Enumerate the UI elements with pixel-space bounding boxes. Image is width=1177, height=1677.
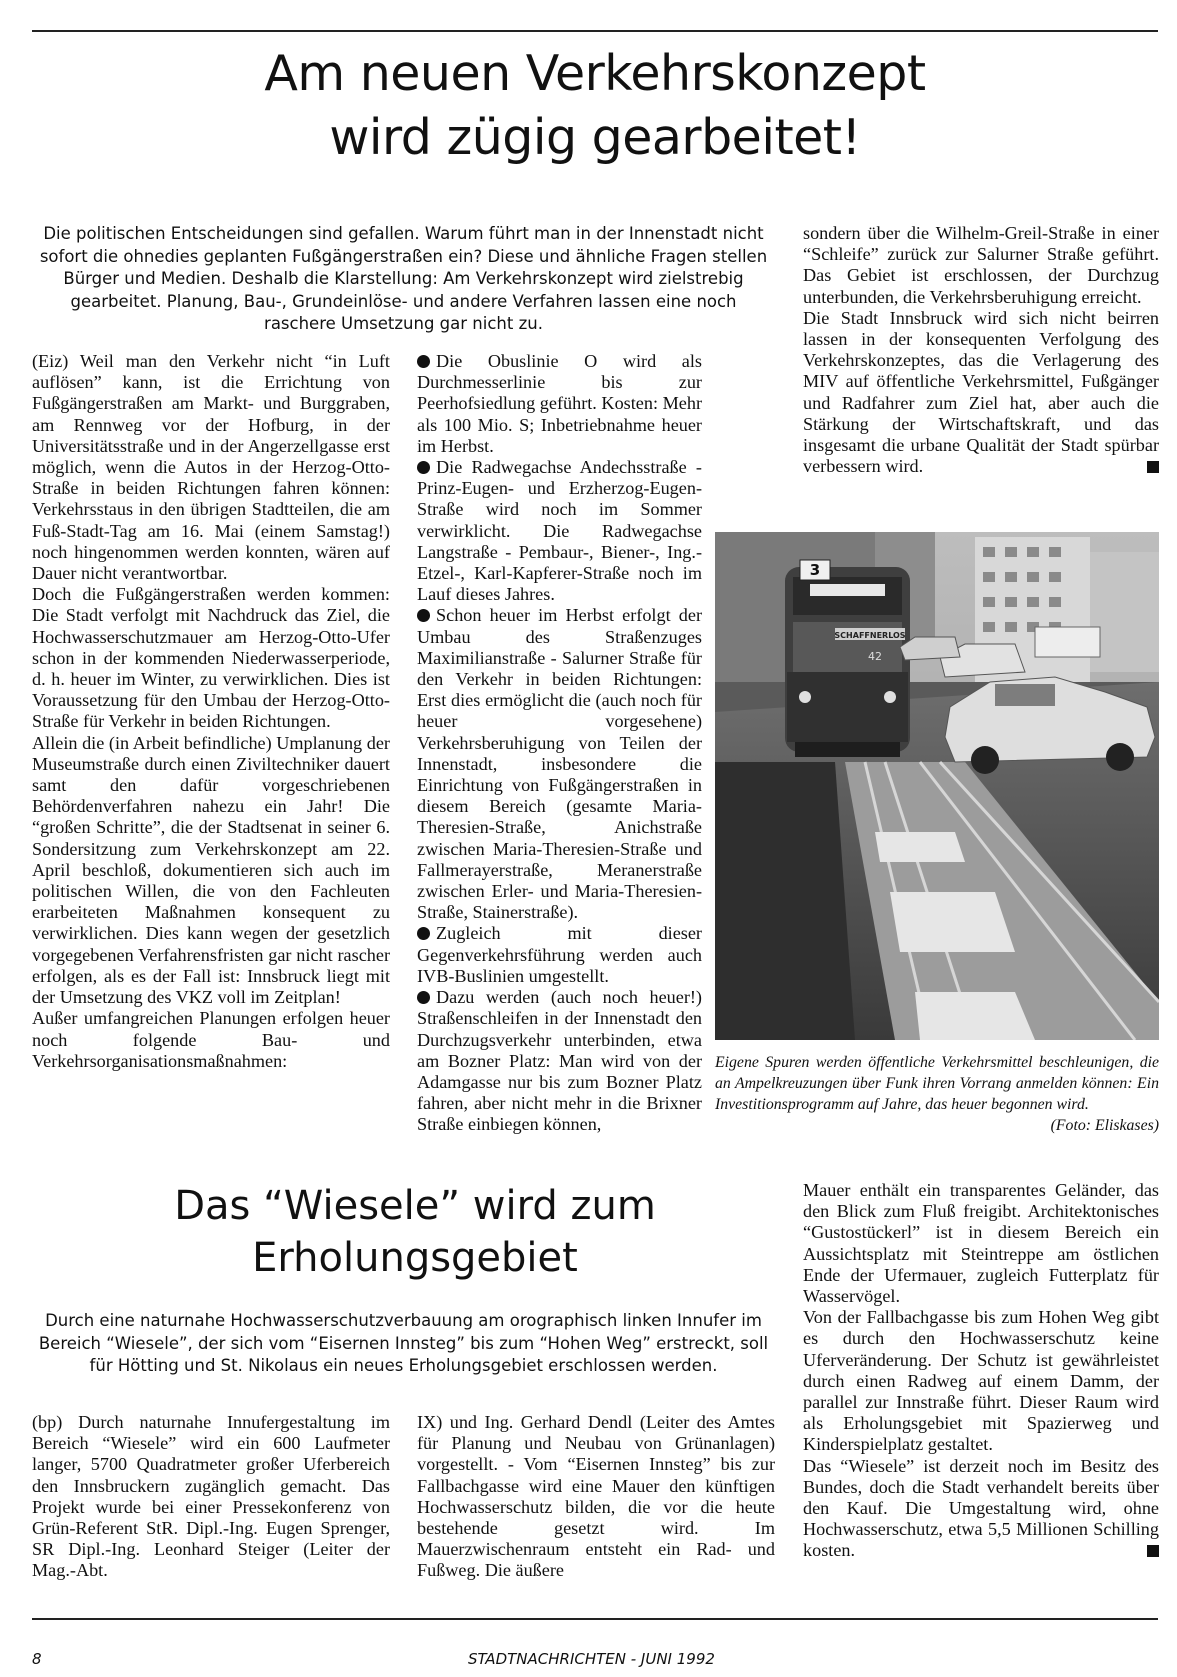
tram-photo-graphic bbox=[715, 532, 1159, 1040]
tram-photo bbox=[715, 532, 1159, 1040]
bullet-item bbox=[417, 605, 702, 923]
second-article-column-2 bbox=[417, 1412, 775, 1582]
bullet-text: Die Radwegachse Andechsstraße - Prinz-Eugen- und Erzherzog-Eugen-Straße wird noch im Sommer verwirklicht. Die Radwegachse Langstraße - Pembaur-, Biener-, Ing.-Etzel-, Karl-Kapferer-Straße noch im Lauf dieses Jahres. bbox=[417, 457, 702, 605]
article-column-1 bbox=[32, 351, 390, 1072]
paragraph bbox=[803, 1456, 1159, 1562]
second-article-column-3 bbox=[803, 1180, 1159, 1562]
bullet-text: Dazu werden (auch noch heuer!) Straßenschleifen in der Innenstadt den Durchzugsverkehr unterbinden, etwa am Bozner Platz: Man wird von der Adamgasse nur bis zum Bozner Platz fahren, aber nicht mehr in die Brixner Straße einbiegen können, bbox=[417, 987, 702, 1135]
paragraph: Allein die (in Arbeit befindliche) Umplanung der Museumstraße durch einen Ziviltechniker dauert samt den dafür vorgeschriebenen Behördenverfahren nahezu ein Jahr! Die “großen Schritte”, die der Stadtsenat in seiner 6. Sondersitzung zum Verkehrskonzept am 22. April beschloß, dokumentieren sich auch im politischen Willen, die von den Fachleuten erarbeiteten Maßnahmen konsequent zu verwirklichen. Dies kann wegen der gesetzlich vorgegebenen Verfahrensfristen gar nicht rascher erfolgen, als es der Fall ist: Innsbruck liegt mit der Umsetzung des VKZ voll im Zeitplan! bbox=[32, 732, 390, 1008]
paragraph: Von der Fallbachgasse bis zum Hohen Weg gibt es durch den Hochwasserschutz keine Uferveränderung. Der Schutz ist gewährleistet durch einen Radweg auf einem Damm, der parallel zur Innstraße führt. Dieser Raum wird als Erholungsgebiet mit Spazierweg und Kinderspielplatz gestaltet. bbox=[803, 1307, 1159, 1455]
tram bbox=[785, 560, 910, 757]
second-article-title-line-2: Erholungsgebiet bbox=[252, 1235, 578, 1281]
article-title bbox=[32, 42, 1158, 170]
paragraph bbox=[803, 308, 1159, 478]
bullet-item bbox=[417, 457, 702, 605]
article-lead: Die politischen Entscheidungen sind gefallen. Warum führt man in der Innenstadt nicht sofort die ohnedies geplanten Fußgängerstraßen ein? Diese und ähnliche Fragen stellen Bürger und Medien. Deshalb die Klarstellung: Am Verkehrskonzept wird zielstrebig gearbeitet. Planung, Bau-, Grundeinlöse- und andere Verfahren lassen eine noch raschere Umsetzung gar nicht zu. bbox=[39, 224, 768, 333]
paragraph: Mauer enthält ein transparentes Geländer, das den Blick zum Fluß freigibt. Architektonisches “Gustostückerl” ist in diesem Bereich ein Aussichtsplatz mit Steintreppe am östlichen Ende der Ufermauer, zugleich Futterplatz für Wasservögel. bbox=[803, 1180, 1159, 1307]
article-title-line-1: Am neuen Verkehrskonzept bbox=[264, 45, 926, 102]
bullet-item bbox=[417, 351, 702, 457]
second-article-column-1 bbox=[32, 1412, 390, 1582]
second-article-title-line-1: Das “Wiesele” wird zum bbox=[174, 1183, 656, 1229]
photo-credit: (Foto: Eliskases) bbox=[1050, 1117, 1159, 1134]
paragraph-text: Die Stadt Innsbruck wird sich nicht beirren lassen in der konsequenten Verfolgung des Verkehrskonzeptes, das die Verlagerung des MIV auf öffentliche Verkehrsmittel, Fußgänger und Radfahrer zum Ziel hat, aber auch die Stärkung der Wirtschaftskraft, und das insgesamt die urbane Qualität der Stadt spürbar verbessern wird. bbox=[803, 307, 1159, 477]
bullet-item bbox=[417, 923, 702, 987]
bullet-item bbox=[417, 987, 702, 1135]
paragraph: Doch die Fußgängerstraßen werden kommen: Die Stadt verfolgt mit Nachdruck das Ziel, die Hochwasserschutzmauer am Herzog-Otto-Ufer schon in der kommenden Niederwasserperiode, d. h. heuer im Winter, zu verwirklichen. Dies ist Voraussetzung für den Umbau der Herzog-Otto-Straße für Verkehr in beiden Richtungen. bbox=[32, 584, 390, 732]
top-rule bbox=[32, 30, 1158, 32]
paragraph: Außer umfangreichen Planungen erfolgen heuer noch folgende Bau- und Verkehrsorganisationsmaßnahmen: bbox=[32, 1008, 390, 1071]
paragraph: (Eiz) Weil man den Verkehr nicht “in Luft auflösen” kann, ist die Errichtung von Fußgängerstraßen am Markt- und Burggraben, am Rennweg vor der Hofburg, in der Universitätsstraße und in der Angerzellgasse erst möglich, wenn die Autos in der Herzog-Otto-Straße in beiden Richtungen fahren können: Verkehrsstaus in den übrigen Stadtteilen, die am Fuß-Stadt-Tag am 16. Mai (einem Samstag!) noch hingenommen werden konnten, wären auf Dauer nicht verantwortbar. bbox=[32, 351, 390, 584]
bullet-text: Die Obuslinie O wird als Durchmesserlinie bis zur Peerhofsiedlung geführt. Kosten: Mehr als 100 Mio. S; Inbetriebnahme heuer im Herbst. bbox=[417, 351, 702, 456]
end-mark-icon bbox=[1147, 461, 1159, 473]
tram-route-number: 3 bbox=[809, 561, 821, 579]
paragraph: IX) und Ing. Gerhard Dendl (Leiter des Amtes für Planung und Neubau von Grünanlagen) vorgestellt. - Vom “Eisernen Innsteg” bis zur Fallbachgasse wird eine Mauer den künftigen Hochwasserschutz bilden, die vor die heute bestehende gesetzt wird. Im Mauerzwischenraum entsteht ein Rad- und Fußweg. Die äußere bbox=[417, 1412, 775, 1581]
bullet-text: Zugleich mit dieser Gegenverkehrsführung werden auch IVB-Buslinien umgestellt. bbox=[417, 923, 702, 986]
paragraph: (bp) Durch naturnahe Innufergestaltung im Bereich “Wiesele” wird ein 600 Laufmeter langer, 5700 Quadratmeter großer Uferbereich den Innsbruckern zugänglich gemacht. Das Projekt wurde bei einer Pressekonferenz von Grün-Referent StR. Dipl.-Ing. Eugen Sprenger, SR Dipl.-Ing. Leonhard Steiger (Leiter der Mag.-Abt. bbox=[32, 1412, 390, 1581]
second-article-title bbox=[120, 1180, 710, 1284]
bullet-text: Schon heuer im Herbst erfolgt der Umbau des Straßenzuges Maximilianstraße - Salurner Straße für den Verkehr in beiden Richtungen: Erst dies ermöglicht die (auch noch für heuer vorgesehene) Verkehrsberuhigung von Teilen der Innenstadt, insbesondere die Einrichtung von Fußgängerstraßen in diesem Bereich (gesamte Maria-Theresien-Straße, Anichstraße zwischen Maria-Theresien-Straße und Fallmerayerstraße, Meranerstraße zwischen Erler- und Maria-Theresien-Straße, Stainerstraße). bbox=[417, 605, 702, 923]
footer-rule bbox=[32, 1618, 1158, 1620]
page-number: 8 bbox=[32, 1650, 42, 1668]
article-column-3 bbox=[803, 223, 1159, 477]
tram-fleet-number: 42 bbox=[868, 650, 882, 663]
bullet-icon bbox=[417, 355, 430, 368]
tram-label: SCHAFFNERLOS bbox=[834, 631, 906, 640]
bullet-icon bbox=[417, 609, 430, 622]
photo-caption-text: Eigene Spuren werden öffentliche Verkehrsmittel beschleunigen, die an Ampelkreuzungen über Funk ihren Vorrang anmelden können: Ein Investitionsprogramm auf Jahre, das heuer begonnen wird. bbox=[715, 1054, 1159, 1113]
second-article-lead: Durch eine naturnahe Hochwasserschutzverbauung am orographisch linken Innufer im Bereich “Wiesele”, der sich vom “Eisernen Innsteg” bis zum “Hohen Weg” erstreckt, soll für Hötting und St. Nikolaus ein neues Erholungsgebiet erschlossen werden. bbox=[38, 1311, 769, 1375]
bullet-icon bbox=[417, 991, 430, 1004]
paragraph-text: Das “Wiesele” ist derzeit noch im Besitz des Bundes, doch die Stadt verhandelt bereits über den Kauf. Die Umgestaltung wird, ohne Hochwasserschutz, etwa 5,5 Millionen Schilling kosten. bbox=[803, 1455, 1159, 1561]
bullet-icon bbox=[417, 461, 430, 474]
photo-caption bbox=[715, 1052, 1159, 1136]
end-mark-icon bbox=[1147, 1545, 1159, 1557]
publication-name: STADTNACHRICHTEN - JUNI 1992 bbox=[468, 1650, 715, 1668]
bullet-icon bbox=[417, 927, 430, 940]
article-column-2 bbox=[417, 351, 702, 1136]
article-title-line-2: wird zügig gearbeitet! bbox=[329, 109, 861, 166]
paragraph: sondern über die Wilhelm-Greil-Straße in einer “Schleife” zurück zur Salurner Straße geführt. Das Gebiet ist erschlossen, der Durchzug unterbunden, die Verkehrsberuhigung erreicht. bbox=[803, 223, 1159, 307]
